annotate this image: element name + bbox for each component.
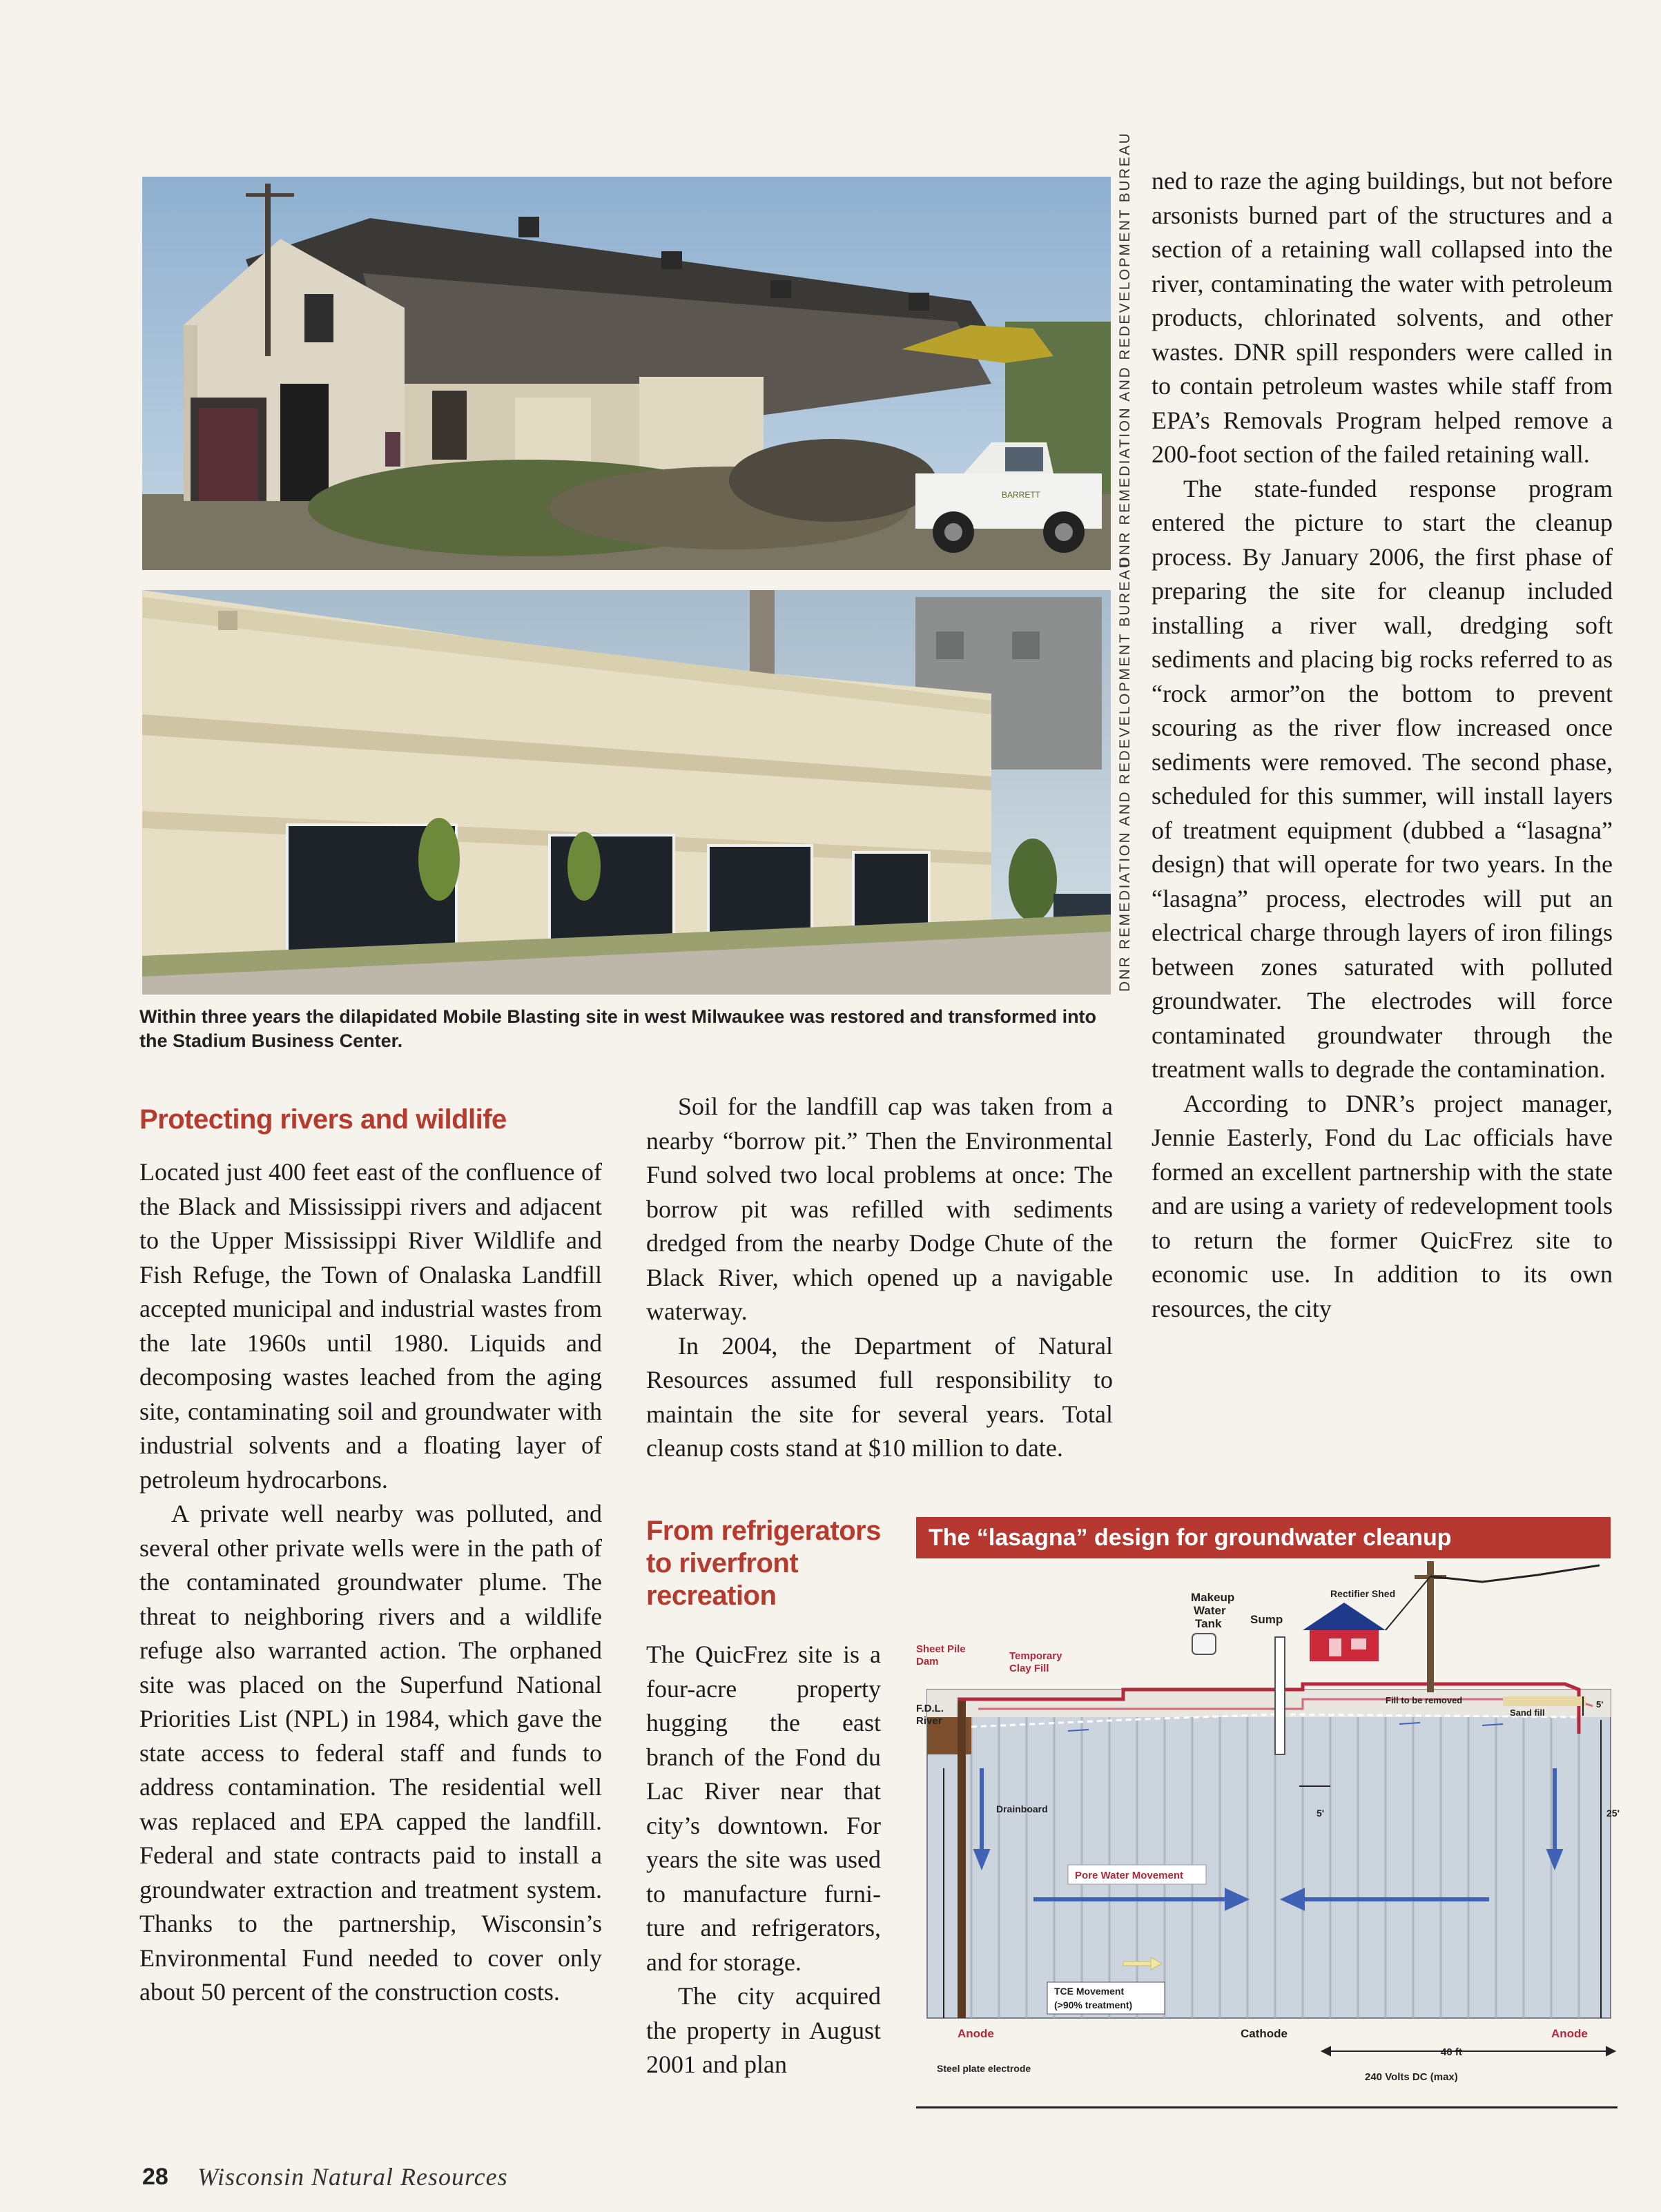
paragraph: The city acquired the property in August 2001 and plan xyxy=(646,1982,881,2078)
label-volts: 240 Volts DC (max) xyxy=(1365,2071,1458,2083)
label-5ft-b: 5' xyxy=(1317,1808,1325,1819)
label-rectifier-shed: Rectifier Shed xyxy=(1330,1588,1396,1599)
figure-bottom-rule xyxy=(916,2106,1618,2108)
label-tce-movement: TCE Movement xyxy=(1054,1986,1125,1997)
paragraph: A private well nearby was polluted, and several other private wells were in the path of the contaminated groundwater plume. The threat to neighboring rivers and a wildlife refuge also warranted action. The orphaned site was placed on the Superfund National Priorities List (NPL) in 1984, which gave the state access to federal staff and funds to address contamination. The residential well was replaced and EPA capped the landfill. Federal and state contracts paid to install a groundwater extraction and treatment system. Thanks to the partnership, Wisconsin’s Environmental Fund needed to cover only about 50 percent of the construction costs. xyxy=(139,1500,602,2006)
photo-caption: Within three years the dilapidated Mobile Blasting site in west Milwaukee was restored and transformed into the Stadium Business Center. xyxy=(139,1006,1097,1051)
label-sand-fill: Sand fill xyxy=(1510,1707,1545,1718)
photo2-credit: DNR REMEDIATION AND REDEVELOPMENT BUREAU xyxy=(1117,556,1133,992)
label-40ft: 40 ft xyxy=(1441,2046,1462,2058)
label-anode-right: Anode xyxy=(1551,2027,1588,2040)
label-sump: Sump xyxy=(1250,1613,1283,1626)
heading-refrigerators-to-riverfront: From refrigerators to riverfront recreation xyxy=(646,1516,881,1611)
label-pore-water: Pore Water Movement xyxy=(1075,1870,1183,1881)
label-dam: Dam xyxy=(916,1656,939,1667)
paragraph: In 2004, the Department of Natural Resources assumed full responsibility to maintain the site for several years. Total cleanup costs stand at $10 million to date. xyxy=(646,1331,1113,1462)
open-doorway xyxy=(280,384,329,501)
soil-block xyxy=(927,1690,1611,2018)
label-river: River xyxy=(916,1715,942,1727)
label-anode-left: Anode xyxy=(958,2027,994,2040)
lasagna-diagram xyxy=(916,1561,1620,2108)
truck-logo-text: BARRETT xyxy=(1002,490,1041,500)
magazine-title: Wisconsin Natural Resources xyxy=(197,2163,508,2191)
label-temporary: Temporary xyxy=(1009,1650,1062,1662)
label-makeup: Makeup xyxy=(1191,1591,1235,1604)
rectifier-shed xyxy=(1303,1603,1386,1661)
paragraph: The state-funded response program entered the picture to start the cleanup process. By January 2006, the first phase of preparing the site for cleanup included installing a river wall, dredging soft sediments and placing big rocks referred to as “rock armor”on the bottom to prevent scouring as the river flow increased once sediments were removed. The second phase, scheduled for this summer, will install layers of treatment equipment (dubbed a “lasagna” design) that will operate for two years. In the “lasagna” process, electrodes will put an electrical charge through layers of iron filings between zones saturated with polluted groundwater. The electrodes will force contaminated groundwater through the treatment walls to degrade the contamination. xyxy=(1152,474,1613,1083)
paragraph: The QuicFrez site is a four-acre property hugging the east branch of the Fond du Lac River near that city’s downtown. For years the site was used to manufacture furniture and refrigerators, and for storage. xyxy=(646,1641,881,1976)
label-5ft-a: 5' xyxy=(1596,1699,1604,1710)
derelict-building-illustration xyxy=(142,177,1111,570)
page-number: 28 xyxy=(142,2164,168,2190)
label-water: Water xyxy=(1194,1604,1226,1617)
column-3-text xyxy=(1152,164,1613,1326)
column-1-text xyxy=(139,1155,602,2010)
figure-title: The “lasagna” design for groundwater cleanup xyxy=(916,1517,1611,1558)
label-tank: Tank xyxy=(1195,1617,1222,1630)
label-steel-plate: Steel plate electrode xyxy=(937,2063,1031,2074)
business-center-illustration xyxy=(142,590,1111,995)
label-fill-to-be-removed: Fill to be removed xyxy=(1386,1695,1463,1705)
label-drainboard: Drainboard xyxy=(996,1803,1048,1814)
paragraph: Soil for the landfill cap was taken from a nearby “borrow pit.” Then the Environmental Fund solved two local problems at once: The borrow pit was refilled with sediments dredged from the nearby Dodge Chute of the Black River, which opened up a navigable waterway. xyxy=(646,1093,1113,1325)
paragraph: ned to raze the aging buildings, but not before arsonists burned part of the structures and a section of a retaining wall collapsed into the river, contaminating the water with petroleum products, chlorinated solvents, and other wastes. DNR spill responders were called in to contain petroleum wastes while staff from EPA’s Removals Program helped remove a 200-foot section of the failed retaining wall. xyxy=(1152,167,1613,468)
label-sheet-pile: Sheet Pile xyxy=(916,1643,966,1655)
photo-derelict-building xyxy=(142,177,1111,570)
paragraph: Located just 400 feet east of the confluence of the Black and Mississippi rivers and adjacent to the Upper Mississippi River Wildlife and Fish Refuge, the Town of Onalaska Landfill accepted municipal and industrial wastes from the late 1960s until 1980. Liquids and decomposing wastes leached from the aging site, contaminating soil and groundwater with industrial solvents and a floating layer of petroleum hydrocarbons. xyxy=(139,1158,602,1494)
paragraph: According to DNR’s project manager, Jennie Easterly, Fond du Lac officials have formed an excellent partnership with the state and are using a variety of redevelopment tools to return the former QuicFrez site to economic use. In addition to its own resources, the city xyxy=(1152,1089,1613,1322)
heading-protecting-rivers: Protecting rivers and wildlife xyxy=(139,1104,507,1135)
lasagna-diagram-svg xyxy=(916,1561,1620,2108)
label-clay-fill: Clay Fill xyxy=(1009,1663,1049,1674)
gable-window xyxy=(304,294,333,342)
photo-business-center xyxy=(142,590,1111,995)
column-2-text xyxy=(646,1090,1113,1466)
photo1-credit: DNR REMEDIATION AND REDEVELOPMENT BUREAU xyxy=(1117,131,1133,567)
column-2b-text xyxy=(646,1638,881,2082)
label-tce-treatment: (>90% treatment) xyxy=(1054,1999,1133,2010)
label-25ft: 25' xyxy=(1606,1808,1620,1819)
label-cathode: Cathode xyxy=(1241,2027,1288,2040)
label-fdl: F.D.L. xyxy=(916,1703,944,1714)
